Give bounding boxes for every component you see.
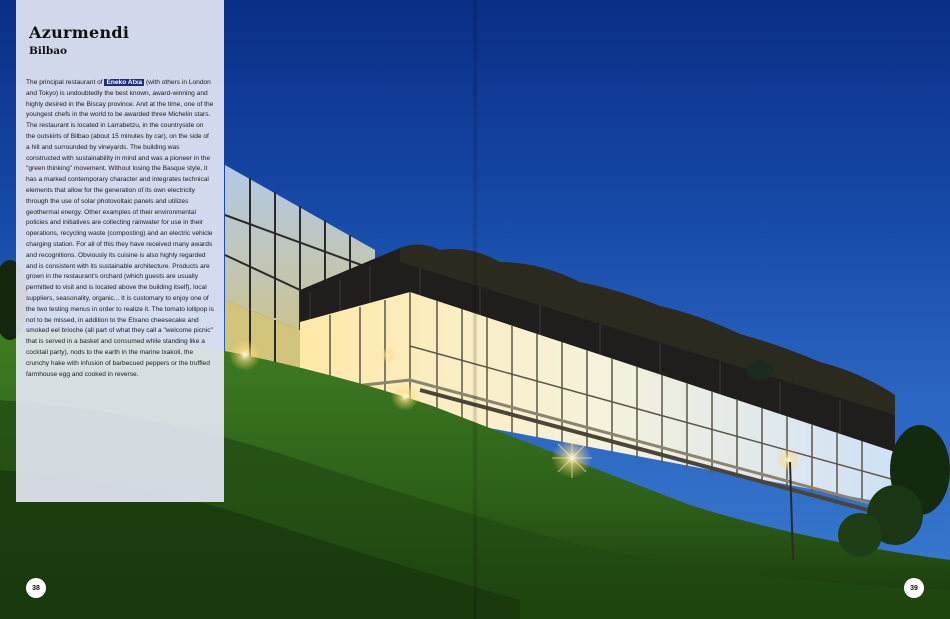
chef-name-highlight: Eneko Atxa <box>106 79 143 86</box>
article-body <box>26 78 214 380</box>
page-number-right: 39 <box>904 578 924 598</box>
article-panel <box>16 0 224 502</box>
article-subtitle: Bilbao <box>29 45 68 57</box>
body-intro: The principal restaurant of <box>26 79 105 86</box>
page-number-left: 38 <box>26 578 46 598</box>
body-main: (with others in London and Tokyo) is undoubtedly the best known, award-winning and highly desired in the Biscay province. And at the time, one of the youngest chefs in the world to be awarded three Michelin stars. The restaurant is located in Larrabetzu, in the countryside on the outskirts of Bilbao (about 15 minutes by car), on the side of a hill and surrounded by vineyards. The building was constructed with sustainability in mind and was a pioneer in the "green thinking" movement. Without losing the Basque style, it has a marked contemporary character and integrates technical elements that allow for the generation of its own electricity through the use of solar photovoltaic panels and utilizes geothermal energy. Other examples of their environmental policies and initiatives are collecting rainwater for use in their operations, recycling waste (composting) and an electric vehicle charging station. For all of this they have received many awards and recognitions. Obviously its cuisine is also highly regarded and is consistent with its sustainable architecture. Products are grown in the restaurant's orchard (which guests are usually permitted to visit and is located above the building itself), local suppliers, seasonality, organic... It is customary to enjoy one of the two testing menus in order to realize it. The tomato lollipop is not to be missed, in addition to the Etxano cheesecake and smoked eel brioche (all part of what they call a "welcome picnic" that is served in a basket and consumed while standing like a cocktail party), nods to the earth in the marine txakoli, the crunchy hake with infusion of barbecued peppers or the truffled farmhouse egg and cooked in reverse. <box>26 79 214 378</box>
article-title: Azurmendi <box>29 23 130 42</box>
page-gutter <box>472 0 478 619</box>
